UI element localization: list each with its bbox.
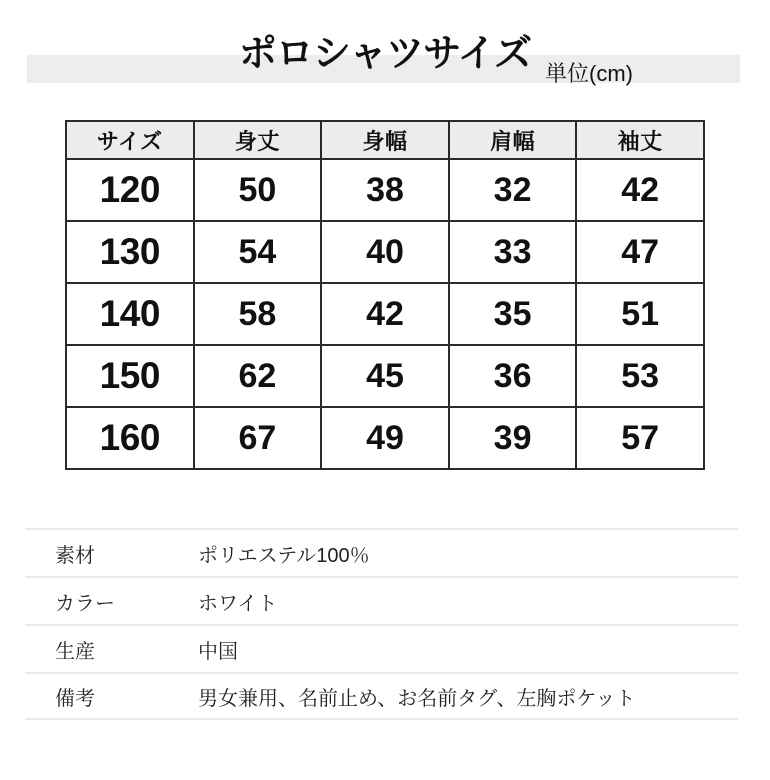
data-cell: 53 — [576, 345, 704, 407]
spec-value: ポリエステル100％ — [198, 544, 370, 567]
col-header-sleeve-length: 袖丈 — [576, 121, 704, 159]
spec-value: 男女兼用、名前止め、お名前タグ、左胸ポケット — [198, 687, 636, 710]
data-cell: 57 — [576, 407, 704, 469]
data-cell: 33 — [449, 221, 577, 283]
col-header-body-width: 身幅 — [321, 121, 449, 159]
table-row — [66, 283, 704, 345]
size-cell: 160 — [66, 407, 194, 469]
table-row — [66, 159, 704, 221]
data-cell: 42 — [321, 283, 449, 345]
col-header-size: サイズ — [66, 121, 194, 159]
col-header-body-length: 身丈 — [194, 121, 322, 159]
col-header-shoulder-width: 肩幅 — [449, 121, 577, 159]
data-cell: 35 — [449, 283, 577, 345]
data-cell: 32 — [449, 159, 577, 221]
data-cell: 58 — [194, 283, 322, 345]
spec-label: 生産 — [55, 640, 95, 663]
size-cell: 120 — [66, 159, 194, 221]
size-table-header-row — [66, 121, 704, 159]
data-cell: 45 — [321, 345, 449, 407]
data-cell: 39 — [449, 407, 577, 469]
data-cell: 40 — [321, 221, 449, 283]
size-cell: 150 — [66, 345, 194, 407]
specs-list — [25, 528, 738, 720]
data-cell: 50 — [194, 159, 322, 221]
spec-value: ホワイト — [198, 592, 278, 615]
spec-row-material — [25, 528, 738, 576]
spec-row-production — [25, 624, 738, 672]
size-cell: 130 — [66, 221, 194, 283]
spec-row-color — [25, 576, 738, 624]
table-row — [66, 221, 704, 283]
data-cell: 49 — [321, 407, 449, 469]
data-cell: 38 — [321, 159, 449, 221]
table-row — [66, 407, 704, 469]
spec-row-notes — [25, 672, 738, 720]
spec-value: 中国 — [198, 640, 238, 663]
table-row — [66, 345, 704, 407]
spec-label: 素材 — [55, 544, 95, 567]
data-cell: 42 — [576, 159, 704, 221]
size-table — [65, 120, 705, 470]
header-area — [0, 0, 770, 110]
data-cell: 47 — [576, 221, 704, 283]
data-cell: 62 — [194, 345, 322, 407]
data-cell: 54 — [194, 221, 322, 283]
data-cell: 36 — [449, 345, 577, 407]
spec-label: 備考 — [55, 687, 95, 710]
unit-label: 単位(cm) — [545, 61, 633, 86]
size-cell: 140 — [66, 283, 194, 345]
data-cell: 51 — [576, 283, 704, 345]
data-cell: 67 — [194, 407, 322, 469]
page-title: ポロシャツサイズ — [238, 33, 532, 75]
spec-label: カラー — [55, 592, 115, 615]
